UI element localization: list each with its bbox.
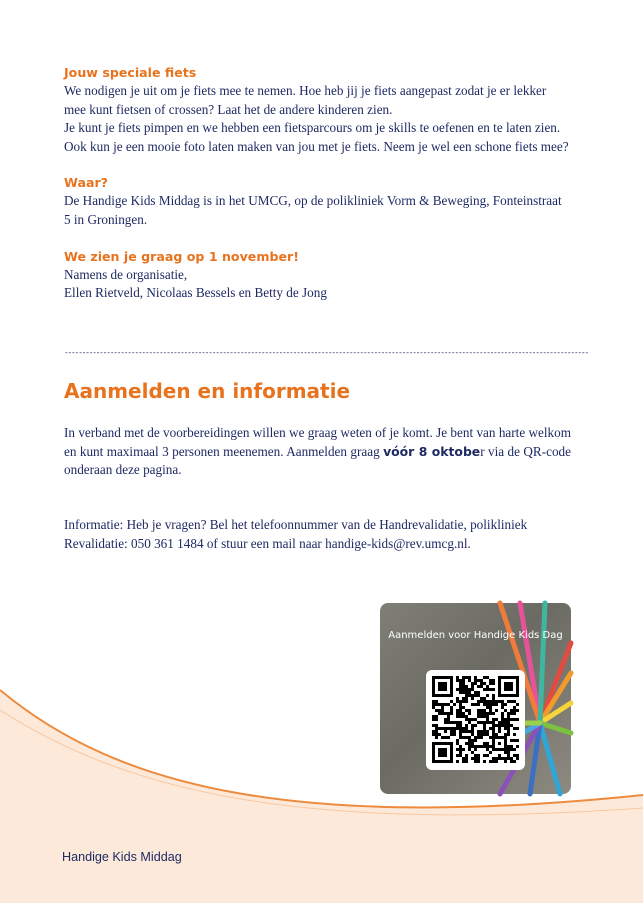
info-line: Informatie: Heb je vragen? Bel het telefoonnummer van de Handrevalidatie, polikliniek	[64, 517, 528, 532]
qr-code[interactable]	[426, 670, 525, 770]
qr-card[interactable]	[380, 603, 571, 794]
registration-deadline: vóór 8 oktobe	[383, 443, 481, 459]
registration-title: Aanmelden en informatie	[64, 379, 351, 403]
paragraph: Namens de organisatie,	[64, 266, 188, 282]
qr-code-icon	[432, 676, 519, 763]
paragraph: Je kunt je fiets pimpen en we hebben een fietsparcours om je skills te oefenen en te laten zien. Ook kun je een mooie foto laten maken van jou met je fiets. Neem je wel een schone fiets mee?	[64, 120, 569, 154]
section-heading: Jouw speciale fiets	[64, 65, 197, 80]
paragraph: Ellen Rietveld, Nicolaas Bessels en Betty de Jong	[64, 285, 327, 301]
registration-paragraph	[64, 424, 571, 480]
section-bike	[64, 64, 571, 156]
paragraph: We nodigen je uit om je fiets mee te nemen. Hoe heb jij je fiets aangepast zodat je er lekker mee kunt fietsen of crossen? Laat het de andere kinderen zien.	[64, 83, 547, 117]
registration-text-end: r via de QR-code onderaan deze pagina.	[64, 443, 571, 478]
info-line-email[interactable]: Revalidatie: 050 361 1484 of stuur een mail naar handige-kids@rev.umcg.nl.	[64, 535, 471, 551]
dashed-divider: -----------------------------------------------------------------------------------------------------------------------------------------------------	[64, 348, 588, 357]
paragraph: De Handige Kids Middag is in het UMCG, op de polikliniek Vorm & Beweging, Fonteinstraat 5 in Groningen.	[64, 193, 562, 227]
qr-card-title: Aanmelden voor Handige Kids Dag	[388, 630, 563, 641]
info-paragraph	[64, 516, 571, 553]
section-heading: We zien je graag op 1 november!	[64, 248, 299, 264]
section-heading: Waar?	[64, 175, 108, 191]
section-see-you	[64, 248, 571, 303]
registration-text: In verband met de voorbereidingen willen we graag weten of je komt. Je bent van harte welkom en kunt maximaal 3 personen meenemen. Aanmelden graag	[64, 425, 571, 459]
main-content	[64, 64, 571, 321]
section-where	[64, 174, 571, 229]
footer-title: Handige Kids Middag	[62, 850, 182, 864]
